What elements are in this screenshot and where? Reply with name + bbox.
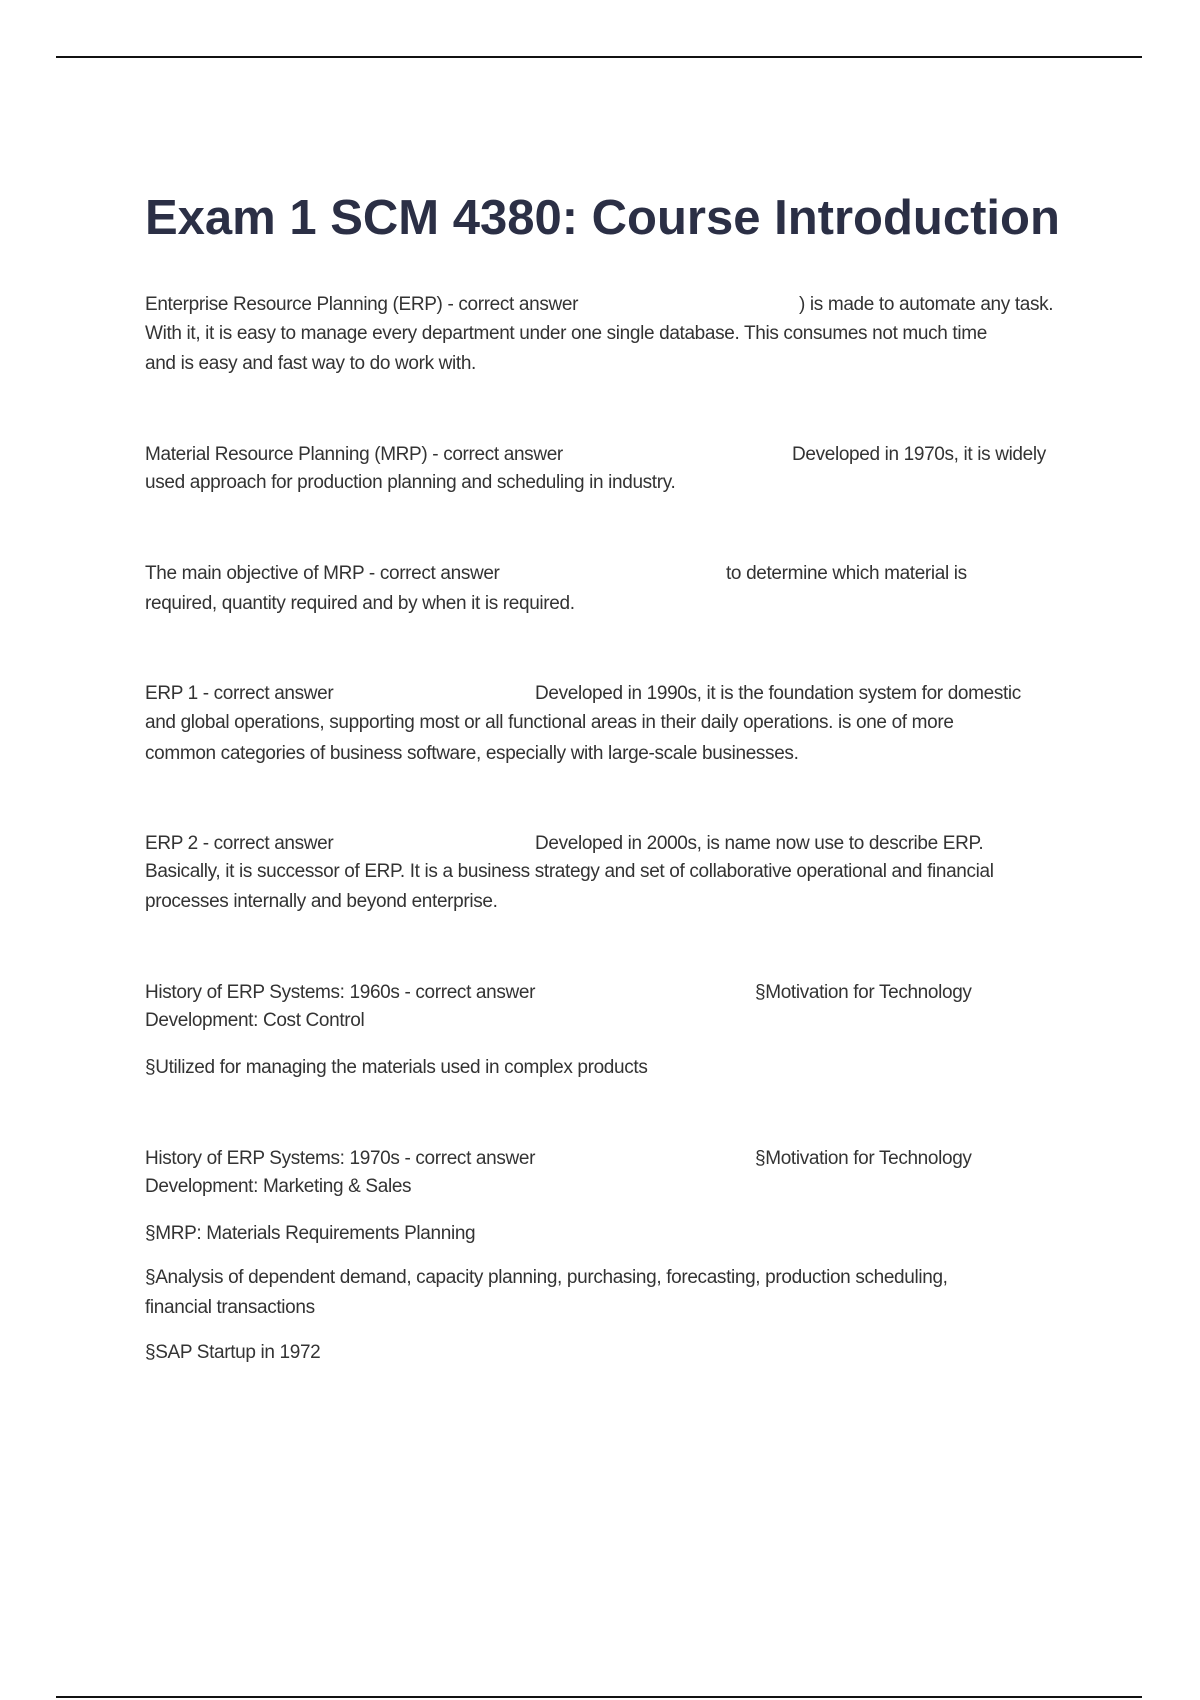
footer-rule <box>56 1696 1142 1698</box>
answer-line: and global operations, supporting most or all functional areas in their daily operations. is one of more <box>145 712 954 733</box>
answer-line: Development: Marketing & Sales <box>145 1176 412 1197</box>
answer-line: §Motivation for Technology <box>755 1148 972 1169</box>
answer-line: Development: Cost Control <box>145 1010 365 1031</box>
answer-line: processes internally and beyond enterprise. <box>145 891 498 912</box>
term: ERP 1 - correct answer <box>145 683 334 704</box>
term: ERP 2 - correct answer <box>145 833 334 854</box>
term: Material Resource Planning (MRP) - correct answer <box>145 444 563 465</box>
answer-line: and is easy and fast way to do work with. <box>145 353 476 374</box>
answer-line: §MRP: Materials Requirements Planning <box>145 1223 476 1244</box>
answer-line: Developed in 1970s, it is widely <box>792 444 1046 465</box>
answer-line: Developed in 2000s, is name now use to describe ERP. <box>535 833 984 854</box>
term: The main objective of MRP - correct answer <box>145 563 500 584</box>
answer-line: financial transactions <box>145 1297 315 1318</box>
answer-line: §Utilized for managing the materials used in complex products <box>145 1057 648 1078</box>
answer-line: common categories of business software, especially with large-scale businesses. <box>145 743 799 764</box>
answer-line: required, quantity required and by when it is required. <box>145 593 575 614</box>
term: History of ERP Systems: 1960s - correct answer <box>145 982 536 1003</box>
answer-line: Basically, it is successor of ERP. It is a business strategy and set of collaborative operational and financial <box>145 861 994 882</box>
page-title: Exam 1 SCM 4380: Course Introduction <box>145 191 1060 245</box>
answer-line: §Motivation for Technology <box>755 982 972 1003</box>
answer-line: Developed in 1990s, it is the foundation system for domestic <box>535 683 1021 704</box>
answer-line: ) is made to automate any task. <box>799 294 1054 315</box>
answer-line: §Analysis of dependent demand, capacity planning, purchasing, forecasting, production scheduling, <box>145 1267 948 1288</box>
term: History of ERP Systems: 1970s - correct answer <box>145 1148 536 1169</box>
answer-line: to determine which material is <box>726 563 967 584</box>
term: Enterprise Resource Planning (ERP) - correct answer <box>145 294 579 315</box>
answer-line: used approach for production planning and scheduling in industry. <box>145 472 676 493</box>
answer-line: §SAP Startup in 1972 <box>145 1342 321 1363</box>
answer-line: With it, it is easy to manage every department under one single database. This consumes not much time <box>145 323 987 344</box>
header-rule <box>56 56 1142 58</box>
